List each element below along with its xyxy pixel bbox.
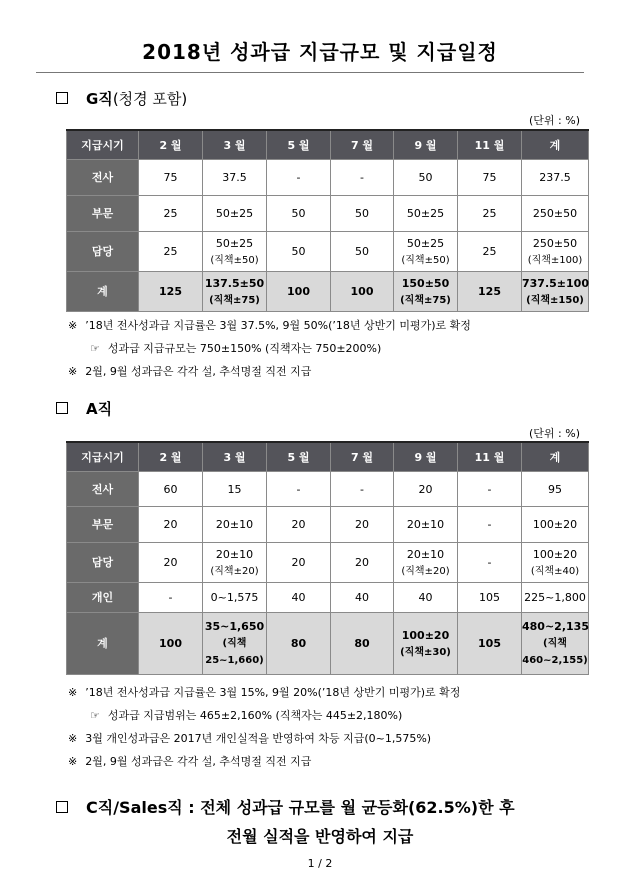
table-cell: - (267, 160, 331, 196)
section-c-line1: C직/Sales직 : 전체 성과급 규모를 월 균등화(62.5%)한 후 (86, 798, 515, 817)
table-cell: 25 (458, 196, 522, 232)
table-cell: 20 (139, 543, 203, 583)
section-a-label: A직 (86, 400, 113, 418)
section-c-line2: 전월 실적을 반영하여 지급 (226, 827, 414, 846)
table-cell: 0~1,575 (203, 583, 267, 613)
table-cell: 20 (331, 543, 394, 583)
table-cell: 80 (267, 613, 331, 675)
row-header: 계 (67, 272, 139, 312)
table-cell: 20±10 (직책±20) (394, 543, 458, 583)
column-header: 7 월 (331, 442, 394, 472)
unit-label-g: (단위 : %) (529, 114, 580, 127)
note-g-3: ※ 2월, 9월 성과급은 각각 설, 추석명절 직전 지급 (68, 365, 312, 378)
table-cell: 50 (267, 232, 331, 272)
table-a-header-row (67, 442, 589, 472)
table-cell: 150±50 (직책±75) (394, 272, 458, 312)
table-cell: 250±50 (522, 196, 589, 232)
row-header: 개인 (67, 583, 139, 613)
row-header: 전사 (67, 160, 139, 196)
table-cell: 50 (331, 232, 394, 272)
table-cell: 100±20 (직책±40) (522, 543, 589, 583)
column-header: 지급시기 (67, 442, 139, 472)
note-a-3: ※ 3월 개인성과급은 2017년 개인실적을 반영하여 차등 지급(0~1,575%) (68, 732, 432, 745)
table-cell: 60 (139, 472, 203, 507)
page-number: 1 / 2 (307, 857, 333, 870)
row-header: 전사 (67, 472, 139, 507)
title-divider (36, 72, 584, 73)
table-cell: 50±25 (203, 196, 267, 232)
table-row (67, 613, 589, 675)
column-header: 2 월 (139, 442, 203, 472)
table-cell: 25 (139, 196, 203, 232)
checkbox-square-icon (56, 801, 68, 813)
table-cell: - (458, 507, 522, 543)
table-cell: 50 (267, 196, 331, 232)
table-cell: 237.5 (522, 160, 589, 196)
table-cell: 105 (458, 583, 522, 613)
table-cell: - (458, 543, 522, 583)
table-cell: 100±20 (직책±30) (394, 613, 458, 675)
column-header: 2 월 (139, 130, 203, 160)
table-cell: 100 (267, 272, 331, 312)
column-header: 11 월 (458, 442, 522, 472)
table-row (67, 507, 589, 543)
table-cell: - (267, 472, 331, 507)
table-cell: - (331, 472, 394, 507)
table-cell: 137.5±50 (직책±75) (203, 272, 267, 312)
table-cell: 40 (394, 583, 458, 613)
row-header: 부문 (67, 507, 139, 543)
table-row (67, 583, 589, 613)
row-header: 담당 (67, 543, 139, 583)
unit-label-a: (단위 : %) (529, 427, 580, 440)
table-row (67, 196, 589, 232)
column-header: 9 월 (394, 442, 458, 472)
table-row (67, 543, 589, 583)
checkbox-square-icon (56, 92, 68, 104)
checkbox-square-icon (56, 402, 68, 414)
section-g-heading (56, 88, 187, 109)
column-header: 5 월 (267, 130, 331, 160)
table-cell: 50±25 (394, 196, 458, 232)
table-cell: 50 (331, 196, 394, 232)
table-cell: 105 (458, 613, 522, 675)
note-g-2: ☞ 성과급 지급규모는 750±150% (직책자는 750±200%) (90, 342, 382, 355)
table-g (66, 129, 589, 312)
note-a-2: ☞ 성과급 지급범위는 465±2,160% (직책자는 445±2,180%) (90, 709, 403, 722)
table-cell: 75 (139, 160, 203, 196)
table-cell: 20 (139, 507, 203, 543)
table-row (67, 232, 589, 272)
table-row (67, 472, 589, 507)
table-cell: 20 (267, 507, 331, 543)
table-cell: 20 (394, 472, 458, 507)
table-cell: - (139, 583, 203, 613)
table-cell: 100 (331, 272, 394, 312)
column-header: 7 월 (331, 130, 394, 160)
table-cell: 50±25 (직책±50) (394, 232, 458, 272)
column-header: 계 (522, 130, 589, 160)
row-header: 부문 (67, 196, 139, 232)
table-cell: 20±10 (203, 507, 267, 543)
table-cell: 25 (139, 232, 203, 272)
table-cell: 125 (458, 272, 522, 312)
row-header: 계 (67, 613, 139, 675)
column-header: 지급시기 (67, 130, 139, 160)
table-row (67, 272, 589, 312)
column-header: 11 월 (458, 130, 522, 160)
table-cell: 50 (394, 160, 458, 196)
table-cell: 20±10 (직책±20) (203, 543, 267, 583)
table-a (66, 441, 589, 675)
note-a-1: ※ ’18년 전사성과급 지급률은 3월 15%, 9월 20%(’18년 상반기 미평가)로 확정 (68, 686, 461, 699)
table-cell: 50±25 (직책±50) (203, 232, 267, 272)
table-cell: 15 (203, 472, 267, 507)
table-cell: 250±50 (직책±100) (522, 232, 589, 272)
section-c-heading (56, 795, 515, 818)
row-header: 담당 (67, 232, 139, 272)
note-g-1: ※ ’18년 전사성과급 지급률은 3월 37.5%, 9월 50%(’18년 상반기 미평가)로 확정 (68, 319, 471, 332)
table-cell: 737.5±100 (직책±150) (522, 272, 589, 312)
table-cell: 20 (267, 543, 331, 583)
column-header: 9 월 (394, 130, 458, 160)
table-cell: 20±10 (394, 507, 458, 543)
section-g-sub: (청경 포함) (112, 90, 188, 108)
table-cell: - (331, 160, 394, 196)
table-cell: 20 (331, 507, 394, 543)
column-header: 3 월 (203, 130, 267, 160)
table-cell: 25 (458, 232, 522, 272)
table-cell: 480~2,135 (직책 460~2,155) (522, 613, 589, 675)
table-cell: 37.5 (203, 160, 267, 196)
note-a-4: ※ 2월, 9월 성과급은 각각 설, 추석명절 직전 지급 (68, 755, 312, 768)
table-cell: 40 (267, 583, 331, 613)
page-title: 2018년 성과급 지급규모 및 지급일정 (142, 40, 498, 64)
table-cell: 95 (522, 472, 589, 507)
table-row (67, 160, 589, 196)
table-g-header-row (67, 130, 589, 160)
section-g-label: G직 (86, 90, 113, 108)
column-header: 계 (522, 442, 589, 472)
table-cell: 100 (139, 613, 203, 675)
table-cell: - (458, 472, 522, 507)
table-cell: 35~1,650 (직책 25~1,660) (203, 613, 267, 675)
table-cell: 75 (458, 160, 522, 196)
table-cell: 100±20 (522, 507, 589, 543)
column-header: 3 월 (203, 442, 267, 472)
column-header: 5 월 (267, 442, 331, 472)
table-cell: 80 (331, 613, 394, 675)
section-a-heading (56, 398, 112, 419)
table-cell: 225~1,800 (522, 583, 589, 613)
table-cell: 125 (139, 272, 203, 312)
table-cell: 40 (331, 583, 394, 613)
